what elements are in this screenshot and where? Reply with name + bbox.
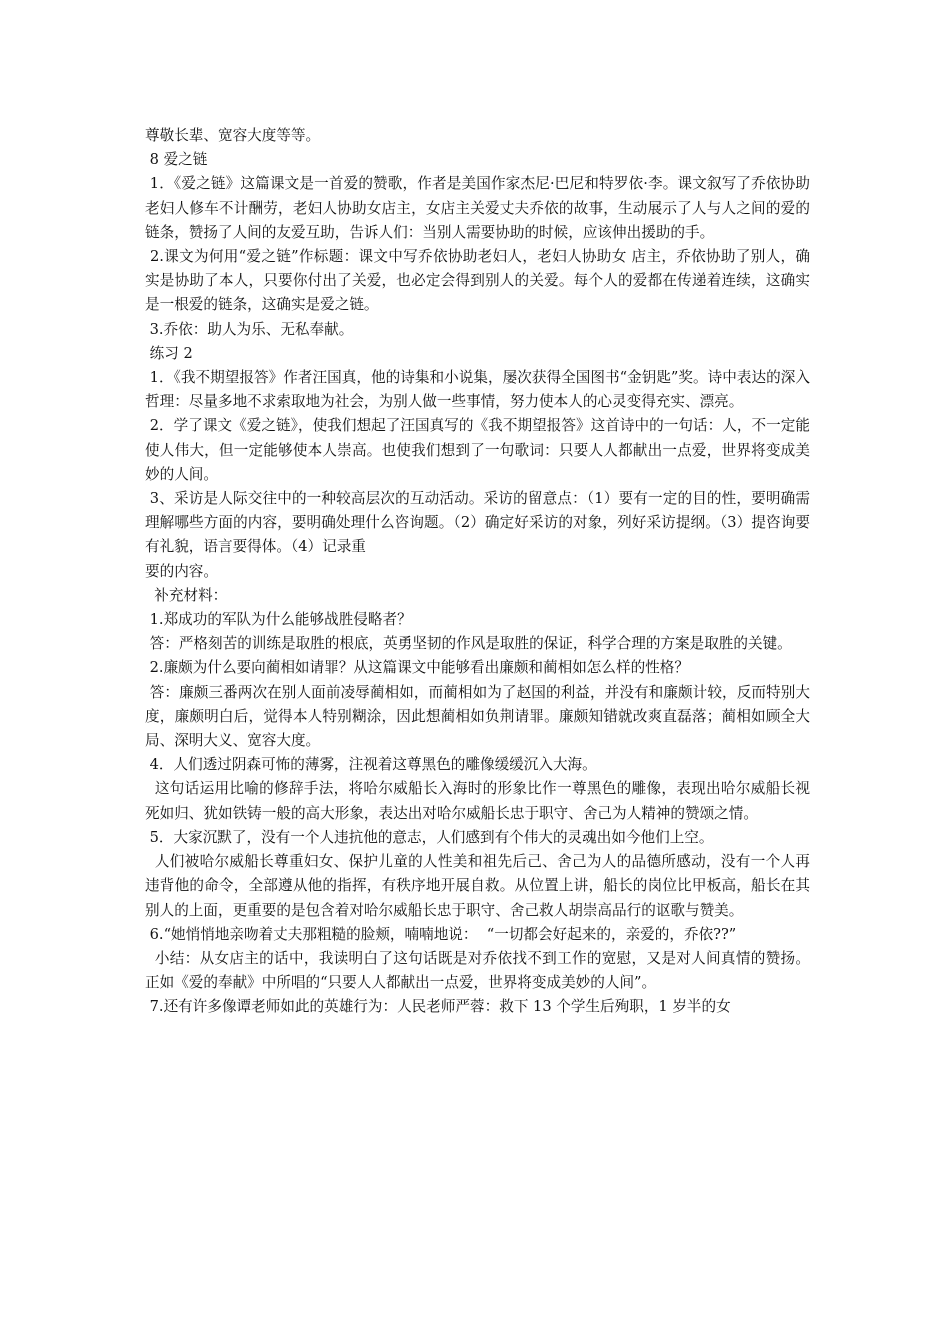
- paragraph-5: 3.乔依：助人为乐、无私奉献。: [145, 320, 354, 338]
- paragraph-22: 7.还有许多像谭老师如此的英雄行为：人民老师严蓉：救下 13 个学生后殉职，1 岁半的女: [145, 998, 731, 1016]
- paragraph-2: 8 爱之链: [145, 151, 208, 169]
- paragraph-10: 要的内容。: [145, 562, 218, 580]
- paragraph-16: 4．人们透过阴森可怖的薄雾，注视着这尊黑色的雕像缓缓沉入大海。: [145, 756, 597, 774]
- paragraph-1: 尊敬长辈、宽容大度等等。: [145, 127, 321, 144]
- paragraph-9: 3、采访是人际交往中的一种较高层次的互动活动。采访的留意点：（1）要有一定的目的性，要明确需理解哪些方面的内容，要明确处理什么咨询题。（2）确定好采访的对象，列好采访提纲。（3）提咨询要有礼貌，语言要得体。（4）记录重: [145, 490, 810, 556]
- paragraph-12: 1.郑成功的军队为什么能够战胜侵略者？: [145, 611, 412, 629]
- paragraph-20: 6.“她悄悄地亲吻着丈夫那粗糙的脸颊，喃喃地说： “一切都会好起来的，亲爱的，乔依??”: [145, 925, 737, 943]
- paragraph-17: 这句话运用比喻的修辞手法，将哈尔威船长入海时的形象比作一尊黑色的雕像，表现出哈尔威船长视死如归、犹如铁铸一般的高大形象，表达出对哈尔威船长忠于职守、舍己为人精神的赞颂之情。: [145, 780, 810, 822]
- paragraph-7: 1．《我不期望报答》作者汪国真，他的诗集和小说集，屡次获得全国图书“金钥匙”奖。诗中表达的深入哲理：尽量多地不求索取地为社会，为别人做一些事情，努力使本人的心灵变得充实、漂亮。: [145, 369, 810, 411]
- paragraph-13: 答：严格刻苦的训练是取胜的根底，英勇坚韧的作风是取胜的保证，科学合理的方案是取胜的关键。: [145, 635, 792, 653]
- paragraph-3: 1．《爱之链》这篇课文是一首爱的赞歌，作者是美国作家杰尼·巴尼和特罗依·李。课文叙写了乔依协助老妇人修车不计酬劳，老妇人协助女店主，女店主关爱丈夫乔依的故事，生动展示了人与人之间的爱的链条，赞扬了人间的友爱互助，告诉人们：当别人需要协助的时候，应该伸出援助的手。: [145, 175, 810, 241]
- paragraph-15: 答：廉颇三番两次在别人面前凌辱蔺相如，而蔺相如为了赵国的利益，并没有和廉颇计较，反而特别大度，廉颇明白后，觉得本人特别糊涂，因此想蔺相如负荆请罪。廉颇知错就改爽直磊落；蔺相如顾全大局、深明大义、宽容大度。: [145, 683, 811, 750]
- paragraph-18: 5．大家沉默了，没有一个人违抗他的意志，人们感到有个伟大的灵魂出如今他们上空。: [145, 828, 714, 846]
- paragraph-11: 补充材料：: [145, 586, 228, 604]
- paragraph-21: 小结：从女店主的话中，我读明白了这句话既是对乔依找不到工作的宽慰，又是对人间真情的赞扬。正如《爱的奉献》中所唱的“只要人人都献出一点爱，世界将变成美妙的人间”。: [145, 949, 810, 992]
- paragraph-8: 2．学了课文《爱之链》，使我们想起了汪国真写的《我不期望报答》这首诗中的一句话：人，不一定能使人伟大，但一定能够使本人崇高。也使我们想到了一句歌词：只要人人都献出一点爱，世界将变成美妙的人间。: [145, 417, 811, 483]
- paragraph-14: 2.廉颇为什么要向蔺相如请罪？从这篇课文中能够看出廉颇和蔺相如怎么样的性格？: [145, 659, 689, 677]
- paragraph-4: 2.课文为何用“爱之链”作标题：课文中写乔依协助老妇人，老妇人协助女 店主，乔依协助了别人，确实是协助了本人，只要你付出了关爱，也必定会得到别人的关爱。每个人的爱都在传递着连续，这确实是一根爱的链条，这确实是爱之链。: [145, 248, 810, 314]
- paragraph-6: 练习 2: [145, 344, 193, 362]
- document-body: [145, 124, 810, 1020]
- paragraph-19: 人们被哈尔威船长尊重妇女、保护儿童的人性美和祖先后己、舍己为人的品德所感动，没有一个人再违背他的命令，全部遵从他的指挥，有秩序地开展自救。从位置上讲，船长的岗位比甲板高，船长在其别人的上面，更重要的是包含着对哈尔威船长忠于职守、舍己救人胡崇高品行的讴歌与赞美。: [145, 853, 810, 919]
